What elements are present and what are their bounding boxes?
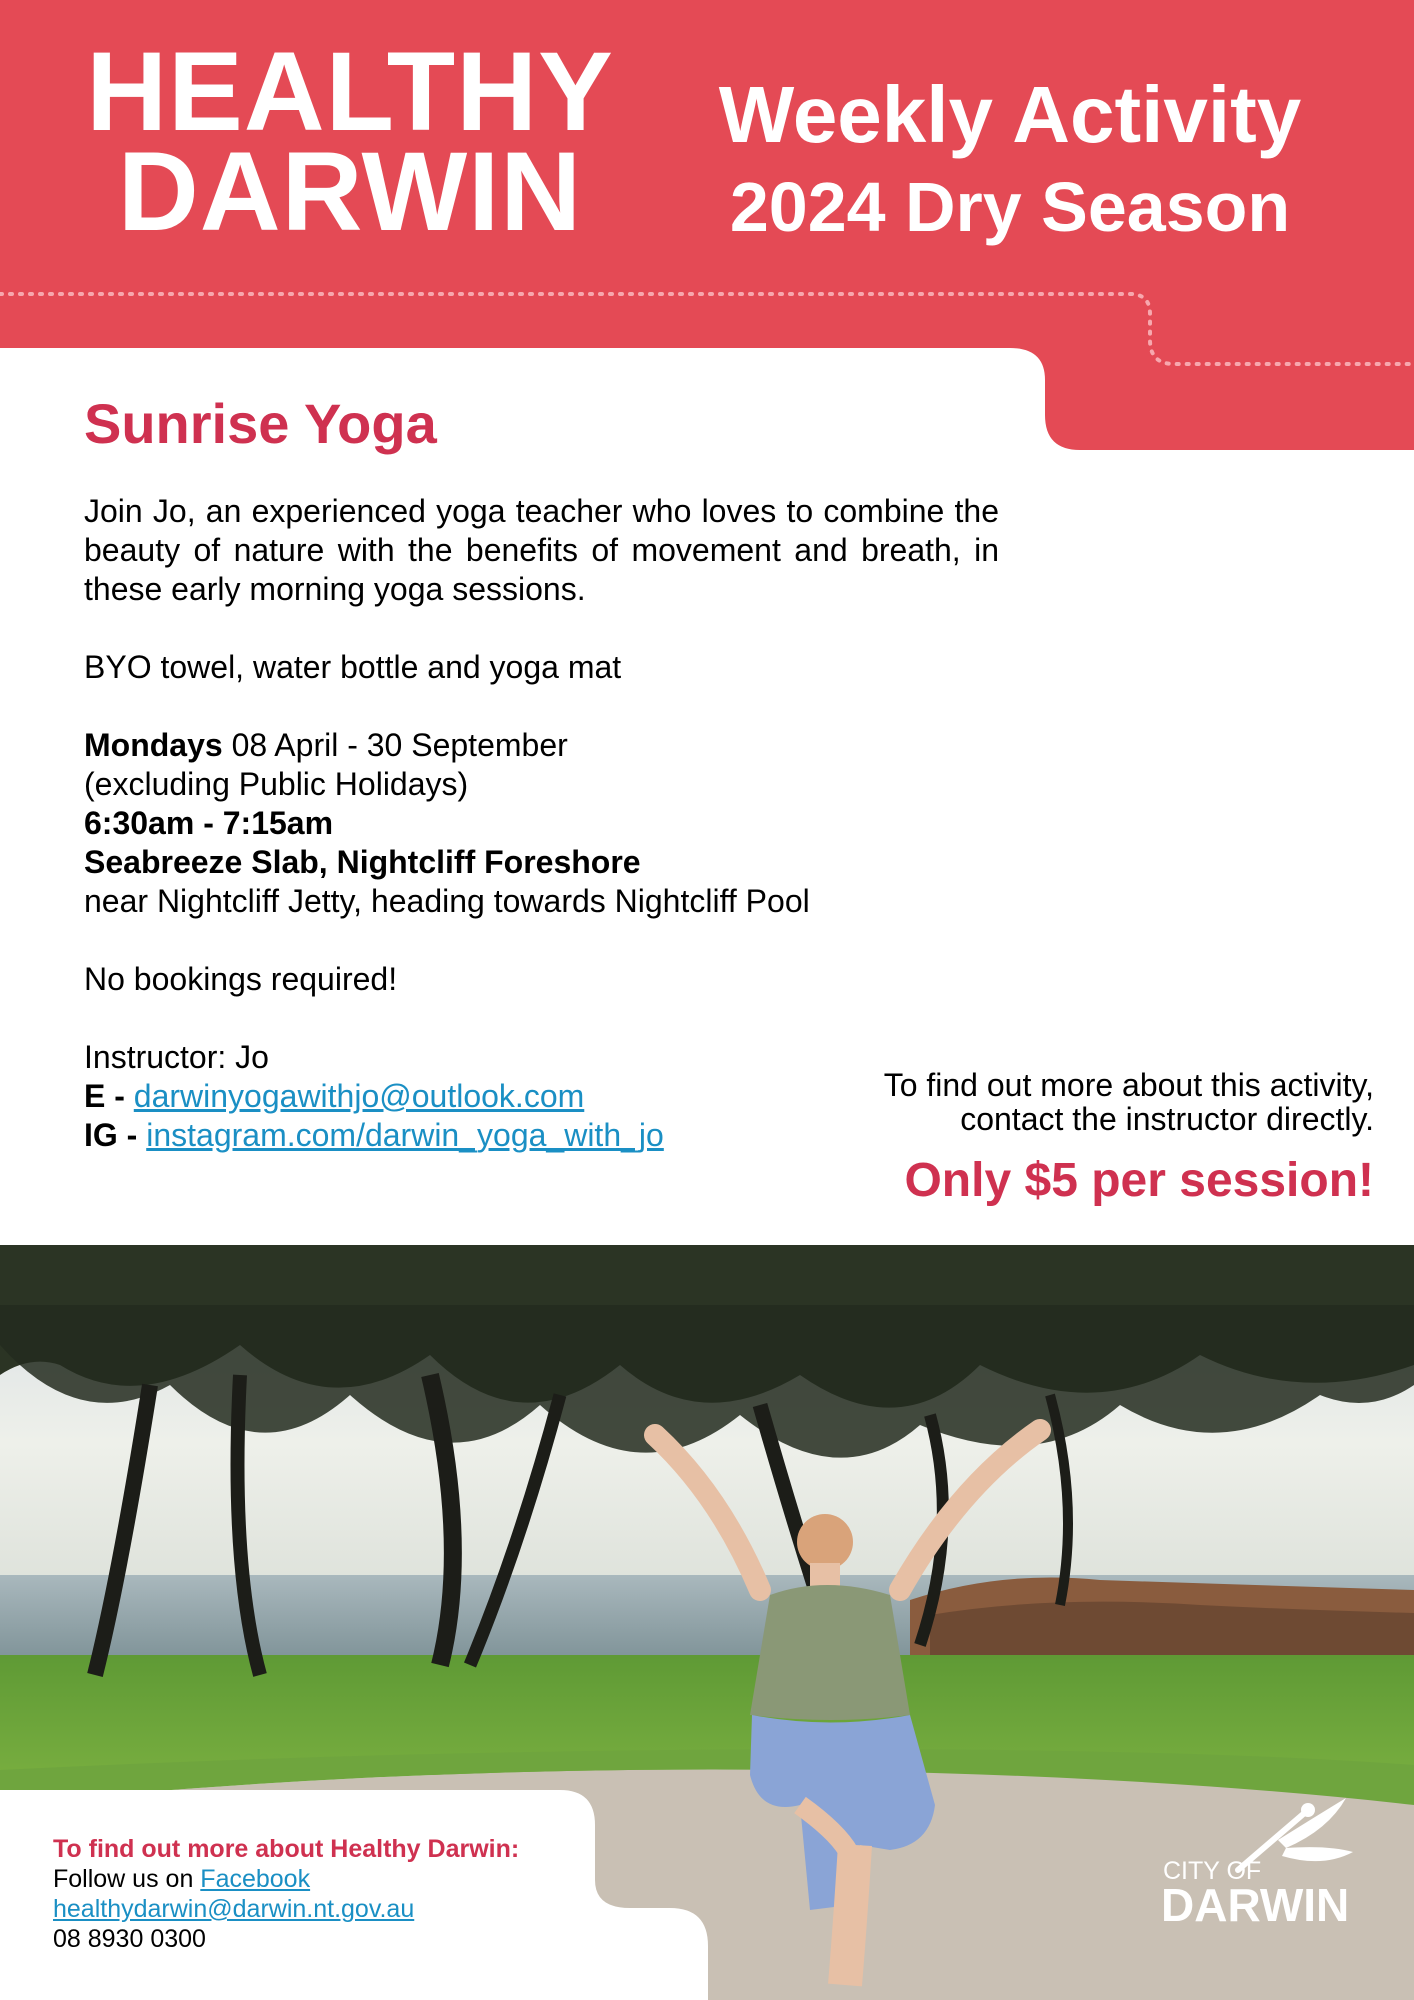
session-time: 6:30am - 7:15am: [84, 805, 334, 841]
footer-email-link[interactable]: healthydarwin@darwin.nt.gov.au: [53, 1895, 415, 1923]
footer-contact: [53, 1834, 519, 1954]
contact-note-line-2: contact the instructor directly.: [960, 1101, 1374, 1137]
event-details: [84, 388, 999, 1155]
contact-note-line-1: To find out more about this activity,: [883, 1067, 1374, 1103]
venue-name: Seabreeze Slab, Nightcliff Foreshore: [84, 844, 641, 880]
schedule-dates: [84, 726, 999, 765]
instructor-name: Instructor: Jo: [84, 1039, 269, 1075]
booking-note: No bookings required!: [84, 961, 398, 997]
footer-follow: [53, 1864, 519, 1894]
instagram-prefix: IG -: [84, 1117, 147, 1153]
email-prefix: E -: [84, 1078, 134, 1114]
logo-darwin: DARWIN: [1161, 1879, 1350, 1931]
schedule-exclusion: (excluding Public Holidays): [84, 766, 469, 802]
event-description: Join Jo, an experienced yoga teacher who loves to combine the beauty of nature with the benefits of movement and breath, in these early morning yoga sessions.: [84, 493, 999, 607]
byo-note: BYO towel, water bottle and yoga mat: [84, 649, 622, 685]
price-callout: Only $5 per session!: [904, 1154, 1374, 1207]
healthy-darwin-wordmark: [70, 29, 630, 254]
brand-line-2: DARWIN: [117, 129, 583, 254]
venue-detail: near Nightcliff Jetty, heading towards Nightcliff Pool: [84, 883, 810, 919]
footer-phone: 08 8930 0300: [53, 1925, 206, 1953]
instructor-email-link[interactable]: darwinyogawithjo@outlook.com: [133, 1078, 585, 1114]
event-title: Sunrise Yoga: [84, 392, 437, 455]
contact-note: [814, 1068, 1374, 1136]
schedule-range: 08 April - 30 September: [222, 727, 568, 763]
heading-line-2: 2024 Dry Season: [729, 168, 1291, 246]
logo-city-of: CITY OF: [1163, 1857, 1262, 1885]
footer-follow-prefix: Follow us on: [53, 1865, 201, 1893]
schedule-day: Mondays: [84, 727, 223, 763]
page-heading: [680, 68, 1340, 252]
facebook-link[interactable]: Facebook: [200, 1865, 311, 1893]
heading-line-1: Weekly Activity: [718, 70, 1302, 159]
brand-line-1: HEALTHY: [86, 29, 614, 154]
instructor-instagram-link[interactable]: instagram.com/darwin_yoga_with_jo: [146, 1117, 664, 1153]
footer-heading: To find out more about Healthy Darwin:: [53, 1835, 520, 1863]
